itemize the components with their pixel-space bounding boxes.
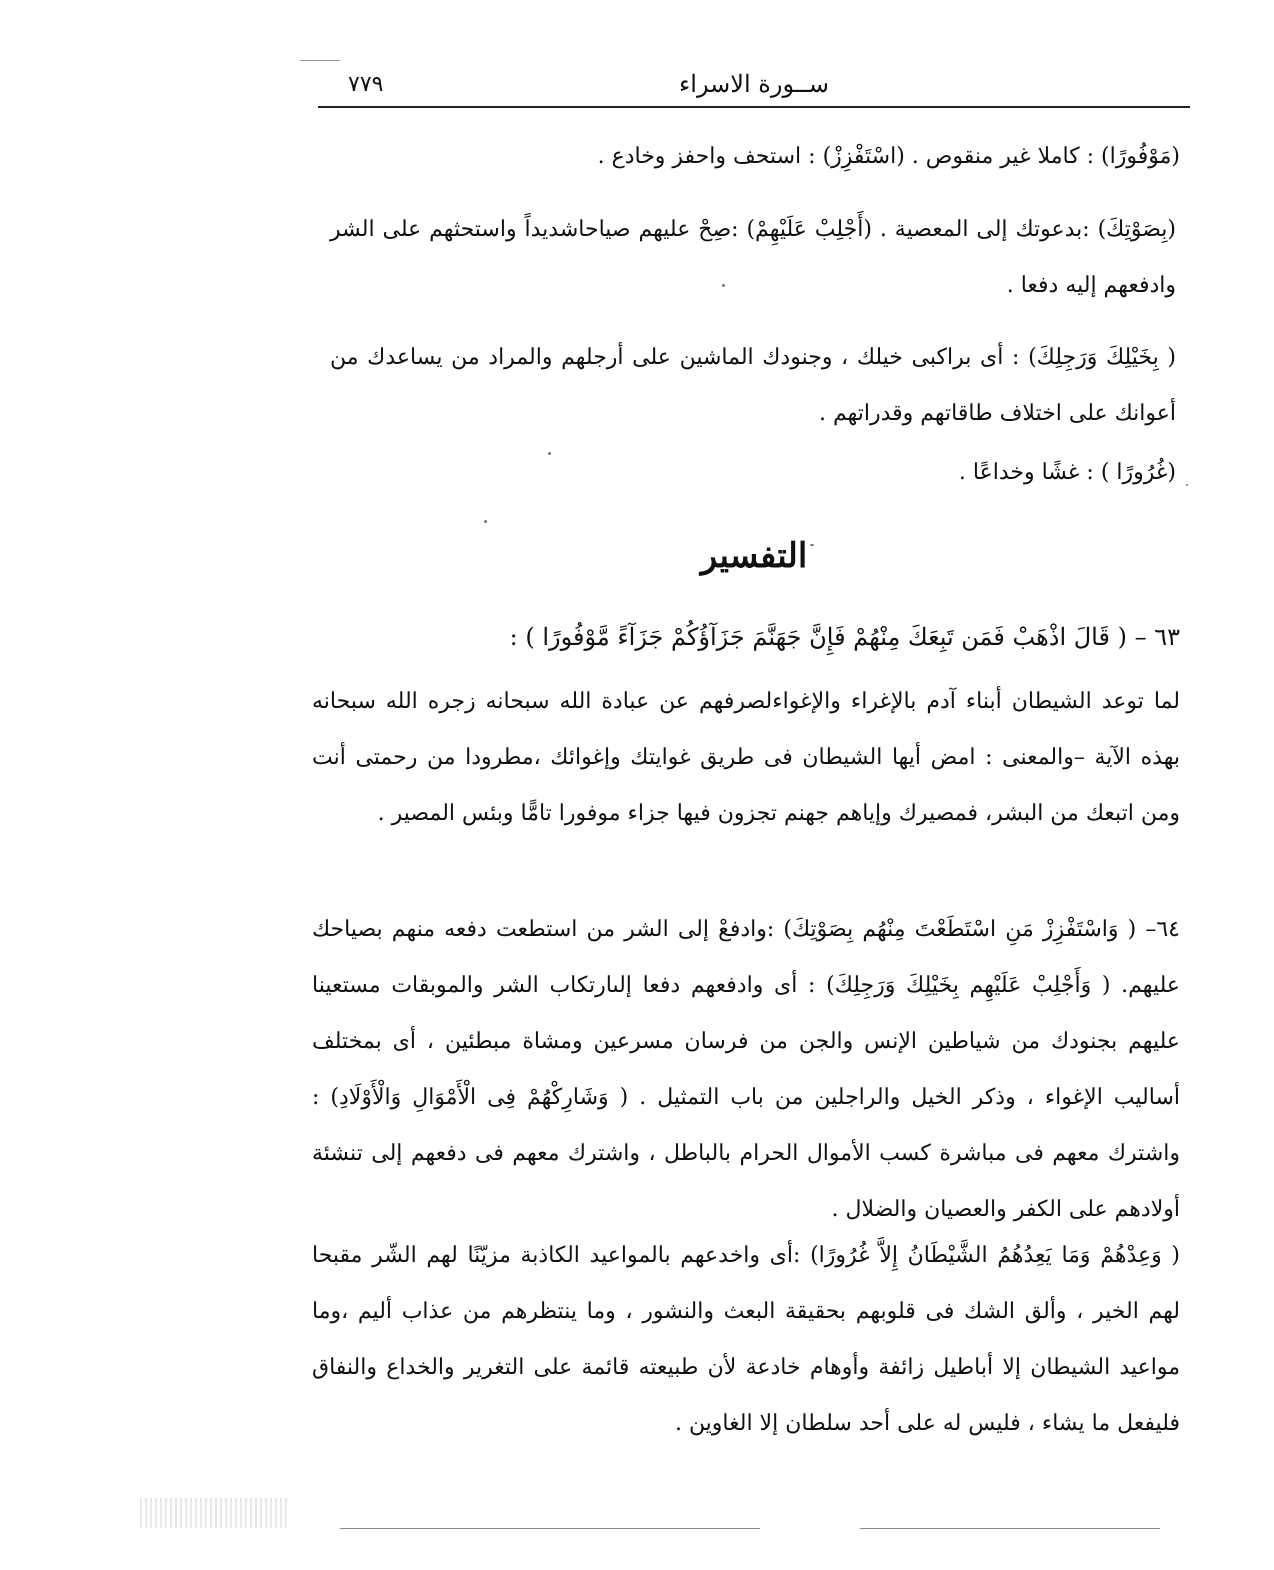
scan-smudge [140, 1498, 290, 1528]
scan-speck [1186, 484, 1188, 486]
tafsir-paragraph-64: ٦٤– ( وَاسْتَفْزِزْ مَنِ اسْتَطَعْتَ مِنْهُم بِصَوْتِكَ) :وادفعْ إلى الشر من استطعت دفعه منهم بصياحك عليهم. ( وَأَجْلِبْ عَلَيْهِم بِخَيْلِكَ وَرَجِلِكَ) : أى وادفعهم دفعا إلىارتكاب الشر والموبقات مستعينا عليهم بجنودك من شياطين الإنس والجن من فرسان مسرعين ومشاة مبطئين ، أى بمختلف أساليب الإغواء ، وذكر الخيل والراجلين من باب التمثيل . ( وَشَارِكْهُمْ فِى الْأَمْوَالِ وَالْأَوْلَادِ) : واشترك معهم فى مباشرة كسب الأموال الحرام بالباطل ، واشترك معهم فى دفعهم إلى تنشئة أولادهم على الكفر والعصيان والضلال . [312, 917, 1180, 1222]
glossary-entry-ghurura: (غُرُورًا ) : غشًا وخداعًا . [958, 460, 1176, 485]
scan-speck [548, 452, 551, 455]
bottom-rule-left [340, 1528, 760, 1529]
glossary-entry-mawfura: (مَوْفُورًا) : كاملا غير منقوص . (اسْتَفْزِزْ) : استحف واحفز وخادع . [597, 144, 1180, 169]
glossary-entry-bikhaylika: ( بِخَيْلِكَ وَرَجِلِكَ) : أى براكبى خيلك ، وجنودك الماشين على أرجلهم والمراد من يساعدك من أعوانك على اختلاف طاقاتهم وقدراتهم . [330, 345, 1176, 426]
bottom-rule-right [860, 1528, 1160, 1529]
scan-speck [484, 520, 487, 523]
surah-title: ســورة الاسراء [678, 70, 830, 98]
verse-63: ٦٣ – ( قَالَ اذْهَبْ فَمَن تَبِعَكَ مِنْهُمْ فَإِنَّ جَهَنَّمَ جَزَآؤُكُمْ جَزَآءً مَّوْفُورًا ) : [509, 623, 1180, 651]
scan-speck [722, 284, 725, 287]
scan-speck [810, 544, 814, 546]
header-rule [318, 106, 1190, 108]
page-header [318, 66, 1190, 106]
page-number: ٧٧٩ [348, 72, 384, 97]
tafsir-paragraph-wa-idhum: ( وَعِدْهُمْ وَمَا يَعِدُهُمُ الشَّيْطَانُ إِلاَّ غُرُورًا) :أى واخدعهم بالمواعيد الكاذبة مزيّنًا لهم الشّر مقبحا لهم الخير ، وألق الشك فى قلوبهم بحقيقة البعث والنشور ، وما ينتظرهم من عذاب أليم ،وما مواعيد الشيطان إلا أباطيل زائفة وأوهام خادعة لأن طبيعته قائمة على التغرير والخداع والنفاق فليفعل ما يشاء ، فليس له على أحد سلطان إلا الغاوين . [312, 1243, 1180, 1436]
scan-top-hairline [300, 60, 340, 61]
glossary-entry-bisawtika: (بِصَوْتِكَ) :بدعوتك إلى المعصية . (أَجْلِبْ عَلَيْهِمْ) :صِحْ عليهم صياحاشديداً واستحثهم على الشر وادفعهم إليه دفعا . [330, 217, 1176, 298]
tafsir-paragraph-63: لما توعد الشيطان أبناء آدم بالإغراء والإغواءلصرفهم عن عبادة الله سبحانه زجره الله سبحانه بهذه الآية –والمعنى : امض أيها الشيطان فى طريق غوايتك وإغوائك ،مطرودا من رحمتى أنت ومن اتبعك من البشر، فمصيرك وإياهم جهنم تجزون فيها جزاء موفورا تامًّا وبئس المصير . [312, 689, 1180, 826]
section-title: التفسير [700, 536, 808, 576]
